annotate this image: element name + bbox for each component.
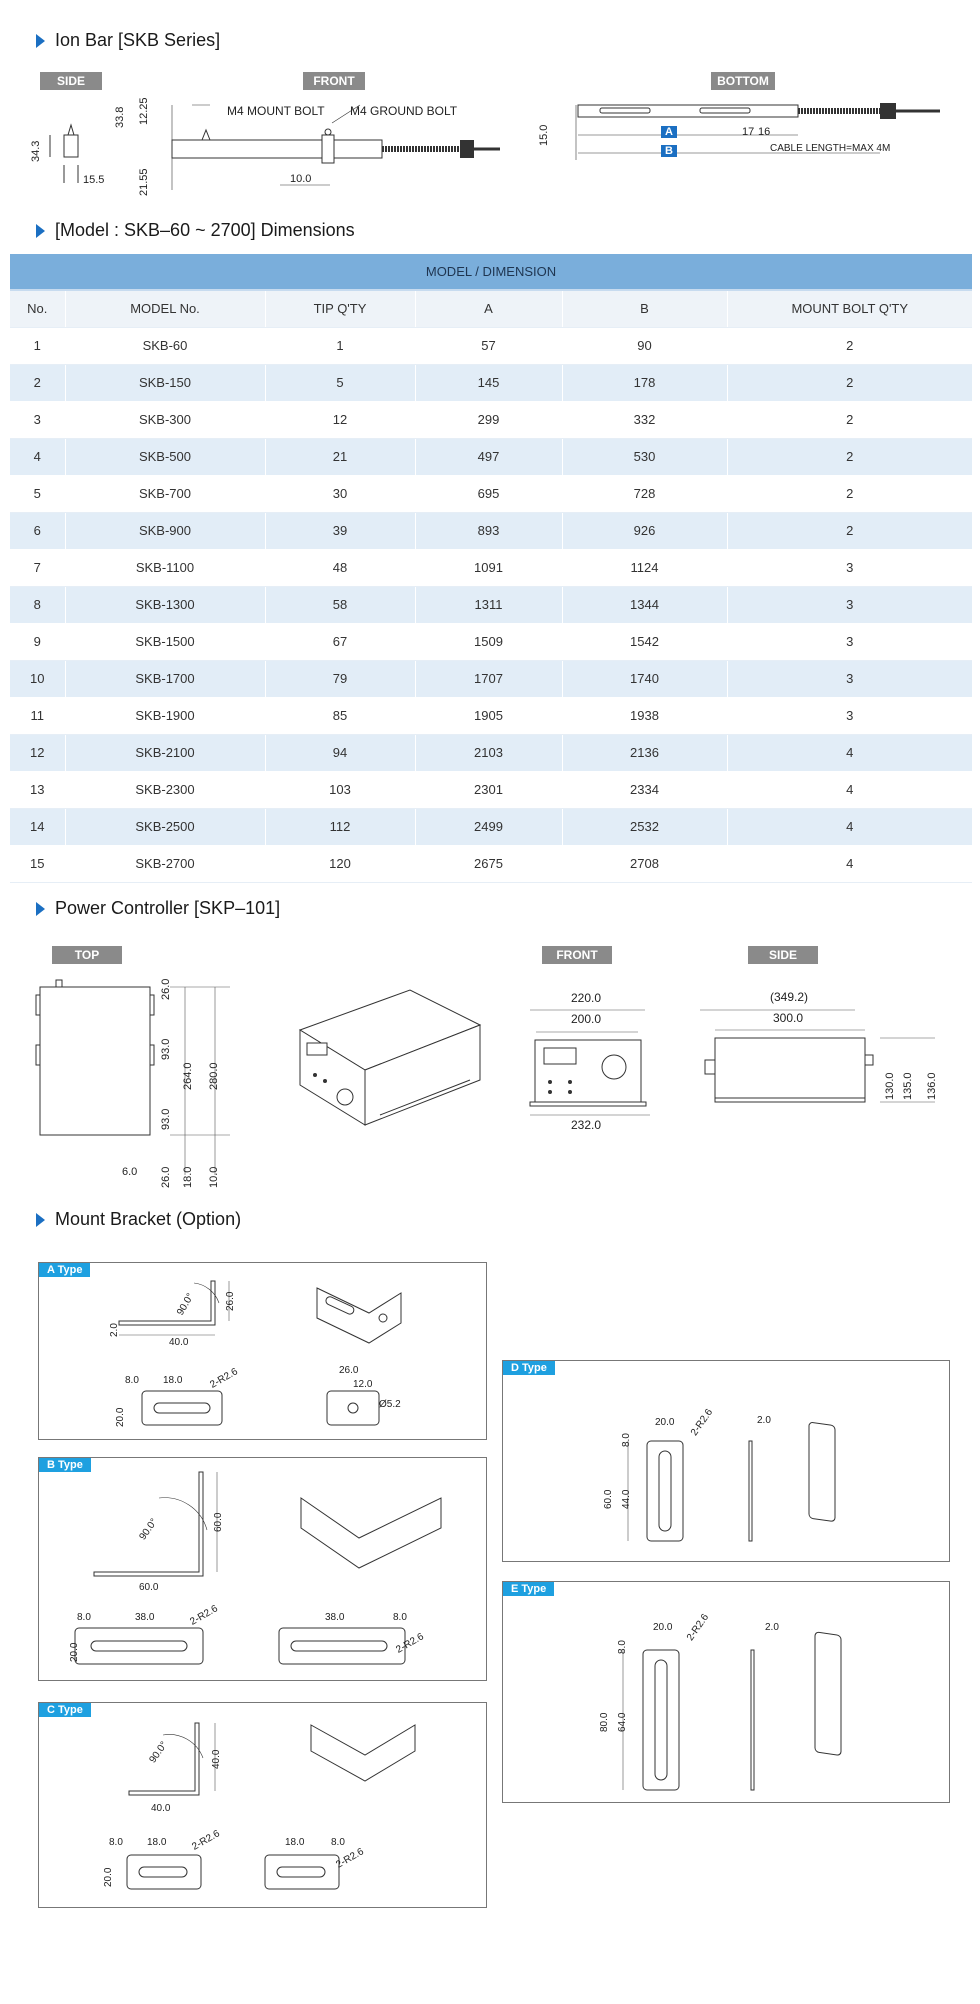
table-cell: 145	[415, 364, 562, 401]
table-title: MODEL / DIMENSION	[10, 254, 972, 290]
dim-top-264: 264.0	[182, 1062, 194, 1090]
table-cell: 1124	[562, 549, 727, 586]
label-a: A	[661, 126, 677, 138]
bracket-a-box	[38, 1262, 487, 1440]
dim-c-8b: 8.0	[331, 1837, 345, 1848]
table-cell: 1311	[415, 586, 562, 623]
dim-b-60h: 60.0	[139, 1582, 159, 1593]
table-cell: 2499	[415, 808, 562, 845]
table-cell: SKB-2300	[65, 771, 265, 808]
table-row	[10, 623, 972, 660]
table-cell: 112	[265, 808, 415, 845]
dim-side-300: 300.0	[773, 1011, 804, 1025]
table-cell: 2136	[562, 734, 727, 771]
dim-b-r2: 2-R2.6	[394, 1631, 426, 1656]
bullet-icon	[36, 34, 45, 48]
table-cell: 3	[727, 549, 972, 586]
table-cell: 2	[727, 401, 972, 438]
table-cell: 6	[10, 512, 65, 549]
table-cell: 1509	[415, 623, 562, 660]
bracket-d-box	[502, 1360, 950, 1562]
table-cell: 530	[562, 438, 727, 475]
bracket-c-box	[38, 1702, 487, 1908]
bracket-b-box	[38, 1457, 487, 1681]
bracket-e-drawing	[503, 1582, 951, 1804]
table-cell: 2	[10, 364, 65, 401]
table-cell: 926	[562, 512, 727, 549]
table-cell: 48	[265, 549, 415, 586]
dim-12-25: 12.25	[138, 97, 150, 125]
table-cell: 3	[727, 660, 972, 697]
label-b: B	[661, 145, 677, 157]
section-title-ion-bar: Ion Bar [SKB Series]	[36, 30, 220, 51]
table-row	[10, 512, 972, 549]
dim-top-93b: 93.0	[160, 1108, 172, 1130]
section-title-bracket: Mount Bracket (Option)	[36, 1209, 241, 1230]
dim-15-0: 15.0	[538, 124, 550, 146]
dim-34-3: 34.3	[30, 140, 42, 162]
bracket-a-label: A Type	[39, 1263, 90, 1277]
table-cell: 103	[265, 771, 415, 808]
table-cell: 1740	[562, 660, 727, 697]
table-header-row	[10, 290, 972, 327]
table-cell: SKB-900	[65, 512, 265, 549]
table-cell: 21	[265, 438, 415, 475]
table-row	[10, 808, 972, 845]
table-cell: 2103	[415, 734, 562, 771]
tab-bottom: BOTTOM	[711, 72, 775, 90]
bracket-e-box	[502, 1581, 950, 1803]
label-m4-ground-bolt: M4 GROUND BOLT	[350, 104, 458, 118]
dim-top-26b: 26.0	[160, 1166, 172, 1188]
table-cell: 39	[265, 512, 415, 549]
tab-top: TOP	[52, 946, 122, 964]
table-row	[10, 549, 972, 586]
bracket-d-drawing	[503, 1361, 951, 1563]
dim-b-38a: 38.0	[135, 1612, 155, 1623]
table-cell: SKB-2500	[65, 808, 265, 845]
dim-d-8: 8.0	[621, 1433, 632, 1447]
dim-b-60v: 60.0	[213, 1512, 224, 1532]
dim-d-44: 44.0	[621, 1489, 632, 1509]
table-cell: 178	[562, 364, 727, 401]
tab-side: SIDE	[40, 72, 102, 90]
table-cell: 2	[727, 364, 972, 401]
dim-d-20: 20.0	[655, 1417, 675, 1428]
table-cell: 4	[727, 845, 972, 882]
table-cell: SKB-1100	[65, 549, 265, 586]
ion-bar-side-drawing	[30, 95, 120, 195]
table-row	[10, 697, 972, 734]
dim-d-r: 2-R2.6	[688, 1407, 716, 1438]
table-row	[10, 734, 972, 771]
dim-top-26a: 26.0	[160, 978, 172, 1000]
table-cell: 12	[265, 401, 415, 438]
table-cell: 3	[727, 623, 972, 660]
dim-b-20: 20.0	[69, 1642, 80, 1662]
dim-a-e26: 26.0	[339, 1365, 359, 1376]
dim-a-angle: 90.0°	[175, 1291, 197, 1318]
table-cell: 30	[265, 475, 415, 512]
dim-c-angle: 90.0°	[147, 1739, 170, 1766]
dim-b-8a: 8.0	[77, 1612, 91, 1623]
dim-15-5: 15.5	[83, 174, 105, 186]
table-cell: 695	[415, 475, 562, 512]
dim-c-40h: 40.0	[151, 1803, 171, 1814]
table-cell: 9	[10, 623, 65, 660]
table-cell: 15	[10, 845, 65, 882]
table-cell: 4	[727, 734, 972, 771]
power-3d-drawing	[295, 985, 485, 1135]
dim-e-64: 64.0	[617, 1712, 628, 1732]
bracket-b-label: B Type	[39, 1458, 91, 1472]
table-cell: 2	[727, 327, 972, 364]
dim-b-38b: 38.0	[325, 1612, 345, 1623]
tab-front: FRONT	[303, 72, 365, 90]
dim-d-2: 2.0	[757, 1415, 771, 1426]
bracket-d-label: D Type	[503, 1361, 555, 1375]
table-cell: SKB-1900	[65, 697, 265, 734]
bracket-c-label: C Type	[39, 1703, 91, 1717]
table-cell: 1344	[562, 586, 727, 623]
table-row	[10, 401, 972, 438]
table-cell: 12	[10, 734, 65, 771]
table-cell: 1905	[415, 697, 562, 734]
table-cell: 57	[415, 327, 562, 364]
table-cell: 1091	[415, 549, 562, 586]
table-cell: 79	[265, 660, 415, 697]
dim-c-r1: 2-R2.6	[190, 1828, 222, 1853]
dim-d-60: 60.0	[603, 1489, 614, 1509]
table-row	[10, 771, 972, 808]
table-cell: 2	[727, 438, 972, 475]
table-cell: SKB-1500	[65, 623, 265, 660]
table-cell: 2301	[415, 771, 562, 808]
table-cell: SKB-2100	[65, 734, 265, 771]
table-cell: 4	[727, 771, 972, 808]
table-row	[10, 845, 972, 882]
table-cell: 3	[10, 401, 65, 438]
table-row	[10, 327, 972, 364]
dim-a-e12: 12.0	[353, 1379, 373, 1390]
table-cell: SKB-1300	[65, 586, 265, 623]
dim-a-r: 2-R2.6	[208, 1366, 240, 1391]
table-cell: 4	[10, 438, 65, 475]
table-cell: 2532	[562, 808, 727, 845]
dim-b-angle: 90.0°	[137, 1516, 160, 1543]
dim-17: 17	[742, 126, 755, 138]
dim-e-r: 2-R2.6	[684, 1612, 712, 1643]
dim-c-18b: 18.0	[285, 1837, 305, 1848]
table-cell: 2334	[562, 771, 727, 808]
table-cell: 4	[727, 808, 972, 845]
table-cell: 893	[415, 512, 562, 549]
table-cell: 5	[10, 475, 65, 512]
dim-16: 16	[758, 126, 771, 138]
dim-e-20: 20.0	[653, 1622, 673, 1633]
bracket-b-drawing	[39, 1458, 488, 1682]
dim-side-136: 136.0	[926, 1072, 938, 1100]
tab-power-front: FRONT	[542, 946, 612, 964]
table-row	[10, 438, 972, 475]
table-cell: SKB-150	[65, 364, 265, 401]
table-body	[10, 327, 972, 882]
table-cell: 5	[265, 364, 415, 401]
dim-top-18: 18.0	[182, 1166, 194, 1188]
bullet-icon	[36, 902, 45, 916]
table-cell: 14	[10, 808, 65, 845]
table-cell: SKB-500	[65, 438, 265, 475]
label-cable-length: CABLE LENGTH=MAX 4M	[770, 143, 891, 154]
dim-a-18: 18.0	[163, 1375, 183, 1386]
dim-c-8a: 8.0	[109, 1837, 123, 1848]
power-side-drawing	[695, 990, 945, 1130]
table-cell: 497	[415, 438, 562, 475]
dim-c-18a: 18.0	[147, 1837, 167, 1848]
table-cell: 3	[727, 697, 972, 734]
table-cell: 332	[562, 401, 727, 438]
table-cell: SKB-300	[65, 401, 265, 438]
dim-e-80: 80.0	[599, 1712, 610, 1732]
table-cell: 13	[10, 771, 65, 808]
bullet-icon	[36, 1213, 45, 1227]
dim-top-280: 280.0	[208, 1062, 220, 1090]
table-cell: 90	[562, 327, 727, 364]
col-header-model: MODEL No.	[65, 290, 265, 327]
dim-e-2: 2.0	[765, 1622, 779, 1633]
col-header-tip: TIP Q'TY	[265, 290, 415, 327]
table-cell: 8	[10, 586, 65, 623]
dim-b-r1: 2-R2.6	[188, 1603, 220, 1628]
table-cell: 1	[265, 327, 415, 364]
table-cell: 11	[10, 697, 65, 734]
table-cell: 1707	[415, 660, 562, 697]
table-row	[10, 475, 972, 512]
power-front-drawing	[530, 990, 660, 1130]
table-cell: 2	[727, 512, 972, 549]
table-cell: 2	[727, 475, 972, 512]
dim-top-6: 6.0	[122, 1166, 138, 1178]
table-cell: 1	[10, 327, 65, 364]
bracket-e-label: E Type	[503, 1582, 554, 1596]
dim-side-135: 135.0	[902, 1072, 914, 1100]
table-cell: 67	[265, 623, 415, 660]
table-cell: SKB-60	[65, 327, 265, 364]
table-cell: 120	[265, 845, 415, 882]
dim-a-hole: Ø5.2	[379, 1399, 401, 1410]
bracket-a-drawing	[39, 1263, 488, 1441]
section-title-dimensions: [Model : SKB–60 ~ 2700] Dimensions	[36, 220, 355, 241]
table-cell: 7	[10, 549, 65, 586]
dimension-table	[10, 254, 972, 883]
table-cell: 2708	[562, 845, 727, 882]
table-row	[10, 660, 972, 697]
dim-a-8: 8.0	[125, 1375, 139, 1386]
dim-b-8b: 8.0	[393, 1612, 407, 1623]
table-row	[10, 364, 972, 401]
dim-side-130: 130.0	[884, 1072, 896, 1100]
table-cell: 1938	[562, 697, 727, 734]
table-cell: 2675	[415, 845, 562, 882]
table-cell: 1542	[562, 623, 727, 660]
col-header-mount-bolt: MOUNT BOLT Q'TY	[727, 290, 972, 327]
dim-front-220: 220.0	[571, 991, 602, 1005]
dim-c-40v: 40.0	[211, 1749, 222, 1769]
col-header-a: A	[415, 290, 562, 327]
label-m4-mount-bolt: M4 MOUNT BOLT	[227, 104, 325, 118]
dim-a-2: 2.0	[109, 1323, 120, 1337]
dim-c-20: 20.0	[103, 1867, 114, 1887]
table-cell: 10	[10, 660, 65, 697]
table-cell: 299	[415, 401, 562, 438]
table-cell: SKB-1700	[65, 660, 265, 697]
section-title-power: Power Controller [SKP–101]	[36, 898, 280, 919]
dim-21-55: 21.55	[138, 168, 150, 196]
dim-c-r2: 2-R2.6	[334, 1846, 366, 1871]
dim-a-26: 26.0	[225, 1291, 236, 1311]
dim-top-93a: 93.0	[160, 1038, 172, 1060]
tab-power-side: SIDE	[748, 946, 818, 964]
bullet-icon	[36, 224, 45, 238]
dim-a-40: 40.0	[169, 1337, 189, 1348]
dim-10-0: 10.0	[290, 173, 312, 185]
table-cell: 94	[265, 734, 415, 771]
dim-front-200: 200.0	[571, 1012, 602, 1026]
col-header-b: B	[562, 290, 727, 327]
table-cell: 85	[265, 697, 415, 734]
table-row	[10, 586, 972, 623]
dim-e-8: 8.0	[617, 1640, 628, 1654]
table-cell: SKB-700	[65, 475, 265, 512]
table-cell: 3	[727, 586, 972, 623]
dim-front-232: 232.0	[571, 1118, 602, 1132]
dim-side-349: (349.2)	[770, 990, 809, 1004]
dim-top-10: 10.0	[208, 1166, 220, 1188]
table-cell: 728	[562, 475, 727, 512]
table-cell: 58	[265, 586, 415, 623]
table-cell: SKB-2700	[65, 845, 265, 882]
dim-a-20: 20.0	[115, 1407, 126, 1427]
col-header-no: No.	[10, 290, 65, 327]
dim-33-8: 33.8	[114, 106, 126, 128]
